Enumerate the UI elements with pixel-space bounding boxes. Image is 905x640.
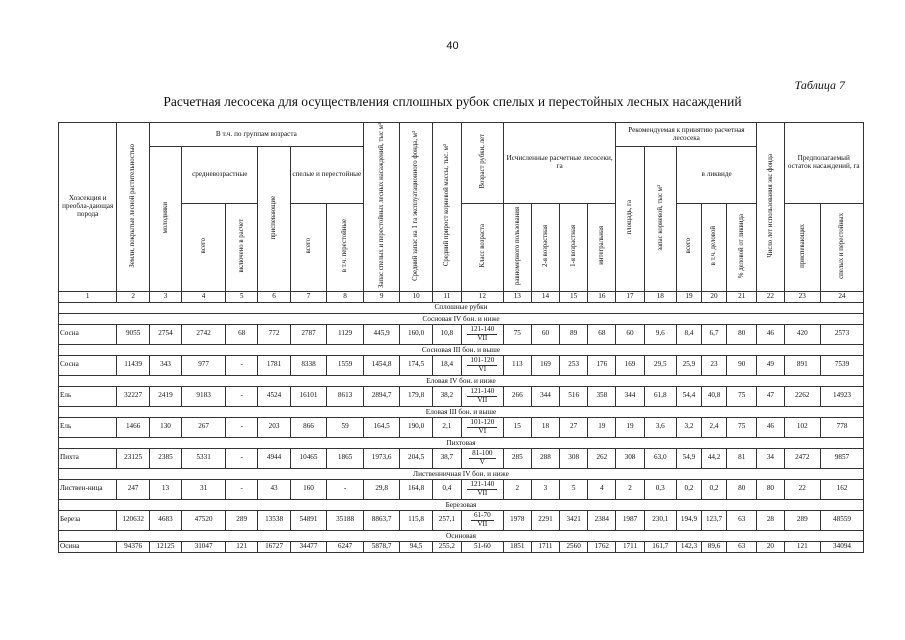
category-row: Осиновая	[59, 530, 864, 541]
value-cell: 257,1	[432, 510, 461, 530]
value-cell: 1711	[616, 541, 644, 552]
value-cell: 61,8	[644, 386, 676, 406]
value-cell: -	[226, 448, 258, 468]
value-cell: 102	[784, 417, 821, 437]
value-cell: 47	[757, 386, 784, 406]
value-cell: 34094	[821, 541, 864, 552]
header-cell: Исчисленные расчетные лесосеки, га	[503, 123, 616, 204]
header-cell: интегральная	[588, 203, 616, 291]
value-cell: 113	[503, 355, 531, 375]
header-cell: всего	[676, 203, 701, 291]
section-title: Сплошные рубки	[59, 302, 864, 313]
header-cell: всего	[182, 203, 226, 291]
value-cell: 1973,6	[363, 448, 400, 468]
value-cell: 164,8	[400, 479, 432, 499]
value-cell: 1762	[588, 541, 616, 552]
value-cell: 75	[727, 386, 757, 406]
column-number: 24	[821, 291, 864, 302]
value-cell: 12125	[149, 541, 181, 552]
header-cell: Число лет использования экс фонда	[757, 123, 784, 292]
value-cell: 80	[727, 324, 757, 344]
value-cell: 28	[757, 510, 784, 530]
value-cell: 160,0	[400, 324, 432, 344]
value-cell: 2385	[149, 448, 181, 468]
header-cell: средневозрастные	[182, 147, 258, 204]
page-number: 40	[446, 40, 459, 52]
value-cell: 2,1	[432, 417, 461, 437]
header-cell: 1-я возрастная	[560, 203, 588, 291]
value-cell: 8613	[327, 386, 364, 406]
value-cell: 1865	[327, 448, 364, 468]
value-cell: 8,4	[676, 324, 701, 344]
value-cell: 120632	[117, 510, 149, 530]
header-cell: В т.ч. по группам возраста	[149, 123, 363, 147]
value-cell: 8338	[290, 355, 327, 375]
value-cell: 60	[531, 324, 559, 344]
value-cell: 203	[258, 417, 290, 437]
header-cell: в ликвиде	[676, 147, 756, 204]
value-cell: 2,4	[702, 417, 727, 437]
value-cell: 3	[531, 479, 559, 499]
value-cell: 160	[290, 479, 327, 499]
value-cell: 14923	[821, 386, 864, 406]
value-cell: 59	[327, 417, 364, 437]
value-cell: 267	[182, 417, 226, 437]
value-cell: 75	[727, 417, 757, 437]
category-row: Еловая IV бон. и ниже	[59, 375, 864, 386]
value-cell: 63	[727, 541, 757, 552]
column-number: 3	[149, 291, 181, 302]
column-number: 11	[432, 291, 461, 302]
header-cell: спелых и перестойных	[821, 203, 864, 291]
column-number: 9	[363, 291, 400, 302]
value-cell: 60	[616, 324, 644, 344]
value-cell: 516	[560, 386, 588, 406]
header-cell: в т.ч. перестойные	[327, 203, 364, 291]
value-cell: 48559	[821, 510, 864, 530]
value-cell: 54,4	[676, 386, 701, 406]
value-cell: 142,3	[676, 541, 701, 552]
value-cell: 2742	[182, 324, 226, 344]
value-cell: 3,6	[644, 417, 676, 437]
value-cell: 1978	[503, 510, 531, 530]
value-cell: 2894,7	[363, 386, 400, 406]
value-cell: 6247	[327, 541, 364, 552]
value-cell: 445,9	[363, 324, 400, 344]
value-cell: 5331	[182, 448, 226, 468]
value-cell: 1711	[531, 541, 559, 552]
value-cell: 253	[560, 355, 588, 375]
category-row: Еловая III бон. и выше	[59, 406, 864, 417]
value-cell: 9183	[182, 386, 226, 406]
column-number: 6	[258, 291, 290, 302]
header-cell: Средний прирост корневой массы, тыс. м³	[432, 123, 461, 292]
value-cell: 63,0	[644, 448, 676, 468]
value-cell: 18	[531, 417, 559, 437]
table-label: Таблица 7	[794, 78, 845, 92]
value-cell: 1466	[117, 417, 149, 437]
value-cell: 169	[531, 355, 559, 375]
table-row	[59, 386, 864, 406]
value-cell: 80	[757, 479, 784, 499]
value-cell: 1781	[258, 355, 290, 375]
value-cell: 90	[727, 355, 757, 375]
column-number: 22	[757, 291, 784, 302]
value-cell: 255,2	[432, 541, 461, 552]
value-cell: 2787	[290, 324, 327, 344]
value-cell: 19	[588, 417, 616, 437]
column-number-row	[59, 291, 864, 302]
value-cell: 247	[117, 479, 149, 499]
header-cell: Возраст рубки, лет	[461, 123, 503, 204]
column-number: 14	[531, 291, 559, 302]
value-cell: 94,5	[400, 541, 432, 552]
header-cell: Земли, покрытые лесной растительностью	[117, 123, 149, 292]
value-cell: 2	[503, 479, 531, 499]
value-cell: 2291	[531, 510, 559, 530]
value-cell: 10465	[290, 448, 327, 468]
value-cell: 63	[727, 510, 757, 530]
cutting-age-cell: 51-60	[461, 541, 503, 552]
species-cell: Сосна	[59, 355, 117, 375]
table-row	[59, 417, 864, 437]
species-cell: Береза	[59, 510, 117, 530]
header-cell: приспевающие	[258, 147, 290, 292]
table-row	[59, 510, 864, 530]
header-cell: 2-я возрастная	[531, 203, 559, 291]
value-cell: 121	[226, 541, 258, 552]
header-cell: спелые и перестойные	[290, 147, 363, 204]
column-number: 18	[644, 291, 676, 302]
value-cell: 176	[588, 355, 616, 375]
header-cell: приспевающих	[784, 203, 821, 291]
table-row	[59, 541, 864, 552]
value-cell: 25,9	[676, 355, 701, 375]
value-cell: 1851	[503, 541, 531, 552]
column-number: 10	[400, 291, 432, 302]
category-row: Лиственничная IV бон. и ниже	[59, 468, 864, 479]
value-cell: 977	[182, 355, 226, 375]
species-cell: Пихта	[59, 448, 117, 468]
header-cell: Хозсекция и преобла-дающая порода	[59, 123, 117, 292]
cutting-age-cell: $\frac{81-100}{V}$	[461, 448, 503, 468]
column-number: 1	[59, 291, 117, 302]
value-cell: 46	[757, 417, 784, 437]
value-cell: 4524	[258, 386, 290, 406]
value-cell: 190,0	[400, 417, 432, 437]
value-cell: 123,7	[702, 510, 727, 530]
column-number: 16	[588, 291, 616, 302]
category-row: Березовая	[59, 499, 864, 510]
value-cell: 1559	[327, 355, 364, 375]
value-cell: 169	[616, 355, 644, 375]
cutting-age-cell: $\frac{101-120}{VI}$	[461, 355, 503, 375]
header-cell: Класс возраста	[461, 203, 503, 291]
value-cell: 164,5	[363, 417, 400, 437]
value-cell: 2262	[784, 386, 821, 406]
value-cell: 75	[503, 324, 531, 344]
value-cell: -	[226, 479, 258, 499]
cutting-age-cell: $\frac{121-140}{\text{VII}}$	[461, 324, 503, 344]
value-cell: 68	[226, 324, 258, 344]
value-cell: 891	[784, 355, 821, 375]
species-cell: Сосна	[59, 324, 117, 344]
header-cell: в т.ч. деловой	[702, 203, 727, 291]
value-cell: 43	[258, 479, 290, 499]
column-number: 20	[702, 291, 727, 302]
value-cell: 0,3	[644, 479, 676, 499]
value-cell: 358	[588, 386, 616, 406]
value-cell: 0,2	[676, 479, 701, 499]
value-cell: 344	[531, 386, 559, 406]
value-cell: 23	[702, 355, 727, 375]
value-cell: 289	[784, 510, 821, 530]
value-cell: 204,5	[400, 448, 432, 468]
value-cell: 31	[182, 479, 226, 499]
column-number: 2	[117, 291, 149, 302]
cutting-age-cell: $\frac{121-140}{\text{VII}}$	[461, 479, 503, 499]
cutting-age-cell: $\frac{121-140}{\text{VII}}$	[461, 386, 503, 406]
value-cell: 772	[258, 324, 290, 344]
value-cell: 866	[290, 417, 327, 437]
value-cell: 16727	[258, 541, 290, 552]
column-number: 8	[327, 291, 364, 302]
header-cell: площадь, га	[616, 147, 644, 292]
header-cell: % деловой от ликвида	[727, 203, 757, 291]
forest-cutting-table	[58, 122, 864, 553]
value-cell: 2	[616, 479, 644, 499]
column-number: 4	[182, 291, 226, 302]
column-number: 21	[727, 291, 757, 302]
table-row	[59, 448, 864, 468]
value-cell: 46	[757, 324, 784, 344]
column-number: 13	[503, 291, 531, 302]
value-cell: 16101	[290, 386, 327, 406]
species-cell: Осина	[59, 541, 117, 552]
value-cell: 4	[588, 479, 616, 499]
column-number: 12	[461, 291, 503, 302]
value-cell: 308	[616, 448, 644, 468]
category-row: Сосновая III бон. и выше	[59, 344, 864, 355]
value-cell: 31047	[182, 541, 226, 552]
header-cell: молодняки	[149, 147, 181, 292]
value-cell: 2573	[821, 324, 864, 344]
value-cell: 1129	[327, 324, 364, 344]
value-cell: 18,4	[432, 355, 461, 375]
value-cell: 174,5	[400, 355, 432, 375]
value-cell: 161,7	[644, 541, 676, 552]
table-row	[59, 324, 864, 344]
value-cell: -	[226, 386, 258, 406]
value-cell: 289	[226, 510, 258, 530]
value-cell: 34477	[290, 541, 327, 552]
value-cell: 179,8	[400, 386, 432, 406]
value-cell: 5	[560, 479, 588, 499]
value-cell: 49	[757, 355, 784, 375]
column-number: 7	[290, 291, 327, 302]
value-cell: 130	[149, 417, 181, 437]
value-cell: 266	[503, 386, 531, 406]
value-cell: 115,8	[400, 510, 432, 530]
value-cell: 262	[588, 448, 616, 468]
value-cell: 9,6	[644, 324, 676, 344]
value-cell: 0,4	[432, 479, 461, 499]
value-cell: 68	[588, 324, 616, 344]
column-number: 17	[616, 291, 644, 302]
value-cell: 89,6	[702, 541, 727, 552]
table-row	[59, 479, 864, 499]
value-cell: 19	[616, 417, 644, 437]
value-cell: 27	[560, 417, 588, 437]
value-cell: 20	[757, 541, 784, 552]
value-cell: 121	[784, 541, 821, 552]
value-cell: 47520	[182, 510, 226, 530]
value-cell: 23125	[117, 448, 149, 468]
value-cell: 2560	[560, 541, 588, 552]
value-cell: 162	[821, 479, 864, 499]
value-cell: 4944	[258, 448, 290, 468]
value-cell: 344	[616, 386, 644, 406]
header-cell: Предполагаемый остаток насаждений, га	[784, 123, 864, 204]
value-cell: 6,7	[702, 324, 727, 344]
header-cell: включено в расчет	[226, 203, 258, 291]
value-cell: 194,9	[676, 510, 701, 530]
value-cell: 54,9	[676, 448, 701, 468]
value-cell: 230,1	[644, 510, 676, 530]
value-cell: 9857	[821, 448, 864, 468]
header-cell: Рекомендуемая к принятию расчетная лесосека	[616, 123, 757, 147]
value-cell: 9055	[117, 324, 149, 344]
header-cell: равномерного пользования	[503, 203, 531, 291]
category-row: Сосновая IV бон. и ниже	[59, 313, 864, 324]
value-cell: 38,2	[432, 386, 461, 406]
species-cell: Листвен-ница	[59, 479, 117, 499]
value-cell: -	[226, 417, 258, 437]
cutting-age-cell: $\frac{101-120}{VI}$	[461, 417, 503, 437]
value-cell: 44,2	[702, 448, 727, 468]
table-title: Расчетная лесосека для осуществления сплошных рубок спелых и перестойных лесных насаждений	[163, 94, 742, 109]
column-number: 19	[676, 291, 701, 302]
species-cell: Ель	[59, 386, 117, 406]
value-cell: -	[327, 479, 364, 499]
species-cell: Ель	[59, 417, 117, 437]
value-cell: 35188	[327, 510, 364, 530]
value-cell: 22	[784, 479, 821, 499]
value-cell: 1454,8	[363, 355, 400, 375]
column-number: 15	[560, 291, 588, 302]
value-cell: 54891	[290, 510, 327, 530]
value-cell: 29,5	[644, 355, 676, 375]
value-cell: 7539	[821, 355, 864, 375]
value-cell: 81	[727, 448, 757, 468]
value-cell: 2384	[588, 510, 616, 530]
value-cell: 3,2	[676, 417, 701, 437]
value-cell: 2754	[149, 324, 181, 344]
cutting-age-cell: $\frac{61-70}{\text{VII}}$	[461, 510, 503, 530]
value-cell: 94376	[117, 541, 149, 552]
value-cell: -	[226, 355, 258, 375]
value-cell: 3421	[560, 510, 588, 530]
value-cell: 15	[503, 417, 531, 437]
value-cell: 29,8	[363, 479, 400, 499]
value-cell: 2419	[149, 386, 181, 406]
value-cell: 0,2	[702, 479, 727, 499]
table-row	[59, 355, 864, 375]
value-cell: 89	[560, 324, 588, 344]
value-cell: 11439	[117, 355, 149, 375]
value-cell: 778	[821, 417, 864, 437]
value-cell: 34	[757, 448, 784, 468]
value-cell: 285	[503, 448, 531, 468]
column-number: 23	[784, 291, 821, 302]
value-cell: 38,7	[432, 448, 461, 468]
value-cell: 80	[727, 479, 757, 499]
header-cell: всего	[290, 203, 327, 291]
header-cell: Запас спелых и перестойных лесных насаждений, тыс м³	[363, 123, 400, 292]
value-cell: 343	[149, 355, 181, 375]
value-cell: 8863,7	[363, 510, 400, 530]
value-cell: 13538	[258, 510, 290, 530]
value-cell: 13	[149, 479, 181, 499]
value-cell: 420	[784, 324, 821, 344]
value-cell: 32227	[117, 386, 149, 406]
column-number: 5	[226, 291, 258, 302]
value-cell: 5878,7	[363, 541, 400, 552]
value-cell: 4683	[149, 510, 181, 530]
value-cell: 288	[531, 448, 559, 468]
value-cell: 10,8	[432, 324, 461, 344]
category-row: Пихтовая	[59, 437, 864, 448]
value-cell: 40,8	[702, 386, 727, 406]
header-cell: запас корневой, тыс м³	[644, 147, 676, 292]
header-cell: Средний запас на 1 га эксплуатационного фонда, м³	[400, 123, 432, 292]
value-cell: 308	[560, 448, 588, 468]
value-cell: 2472	[784, 448, 821, 468]
value-cell: 1987	[616, 510, 644, 530]
